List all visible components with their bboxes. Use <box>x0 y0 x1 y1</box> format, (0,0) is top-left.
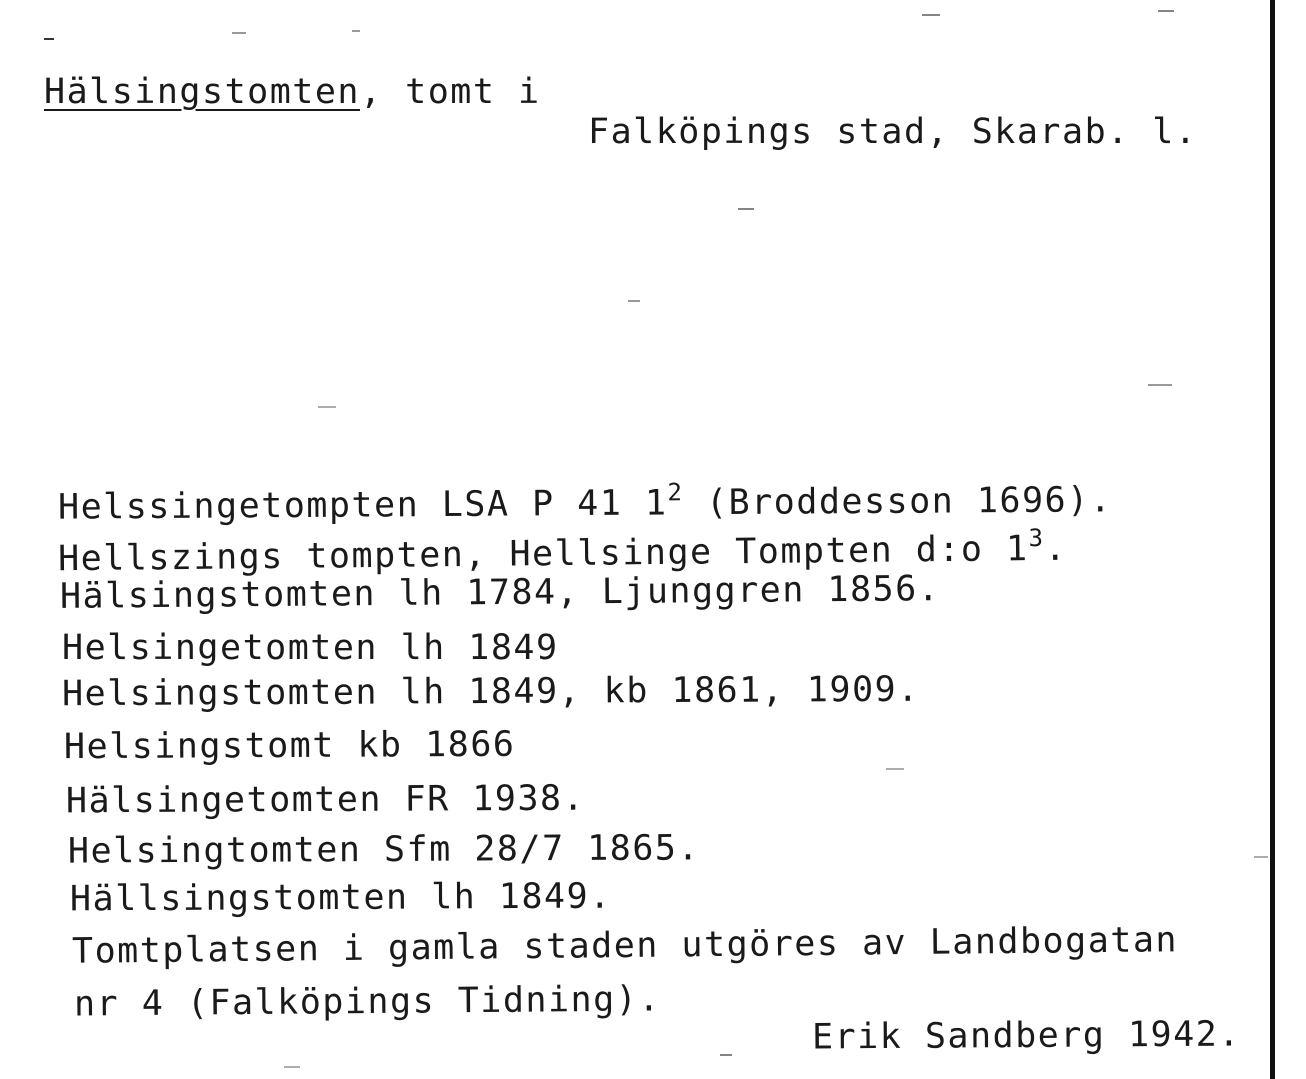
headword-suffix: , tomt i <box>360 72 541 112</box>
entry-line: Hälsingstomten lh 1784, Ljunggren 1856. <box>59 569 941 617</box>
entry-line: Tomtplatsen i gamla staden utgöres av Landbogatan <box>71 920 1179 972</box>
scan-speck <box>44 38 54 40</box>
scan-speck <box>352 30 360 32</box>
entry-line: Helsingstomten lh 1849, kb 1861, 1909. <box>61 669 920 715</box>
entry-line: Helsingstomt kb 1866 <box>63 724 516 768</box>
entry-line: Helsingtomten Sfm 28/7 1865. <box>67 828 701 872</box>
scan-speck <box>318 406 336 408</box>
scan-speck <box>1254 856 1268 858</box>
location-line: Falköpings stad, Skarab. l. <box>588 112 1198 152</box>
entry-line: Hällsingstomten lh 1849. <box>69 876 612 920</box>
scan-speck <box>628 300 640 302</box>
entry-line: Hälsingetomten FR 1938. <box>65 778 586 822</box>
card-edge-line <box>1270 0 1275 1079</box>
card-header <box>44 72 541 112</box>
entry-line: Helsingetomten lh 1849 <box>62 628 559 668</box>
scan-speck <box>720 1054 732 1056</box>
entry-line: Helssingetompten LSA P 41 $1^2$ (Broddesson 1696). <box>57 478 1113 528</box>
scan-speck <box>284 1066 300 1068</box>
scan-speck <box>922 14 940 16</box>
scan-speck <box>1158 10 1174 12</box>
scan-speck <box>1148 384 1172 386</box>
entry-line: Hellszings tompten, Hellsinge Tompten d:o $1^3$. <box>57 523 1068 580</box>
scan-speck <box>738 208 754 210</box>
signature: Erik Sandberg 1942. <box>811 1014 1242 1058</box>
entry-line: nr 4 (Falköpings Tidning). <box>73 979 662 1025</box>
headword: Hälsingstomten <box>44 72 361 112</box>
scan-speck <box>232 32 246 34</box>
scan-speck <box>886 768 904 770</box>
